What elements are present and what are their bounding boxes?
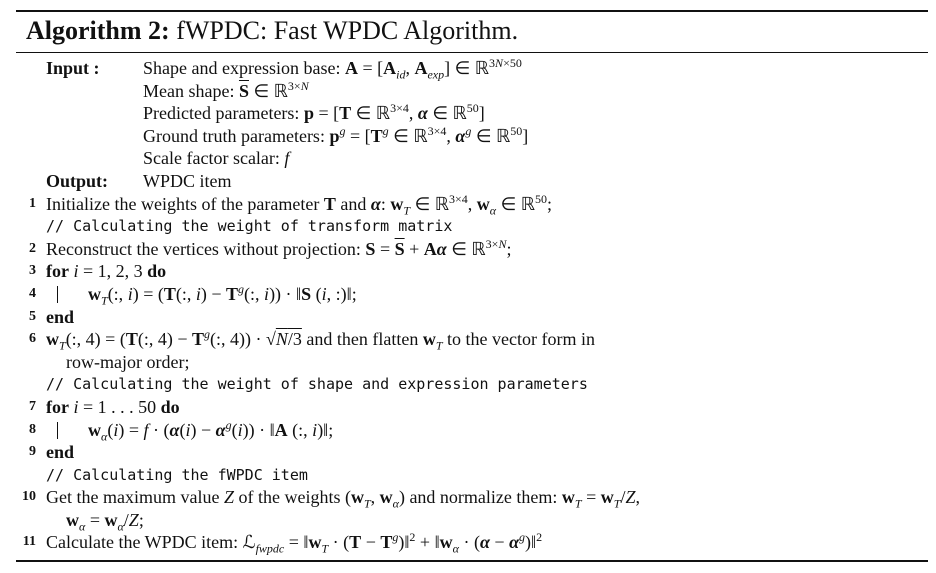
input-row-3 — [16, 125, 928, 148]
step-10-text-cont: $w_\alpha = w_\alpha/Z$; — [66, 509, 144, 534]
keyword-do: do — [147, 261, 167, 282]
step-11-text: Calculate the WPDC item: ℒ$_{fwpdc}$ = $‖w_T \cdot (T$ − $T^g)‖^2$ + $‖w_\alpha \cdot (\alpha$ − $\alpha^g)‖^2$ — [46, 530, 543, 557]
input-4: Scale factor scalar: f — [143, 148, 290, 169]
input-row-2 — [16, 102, 928, 125]
line-number: 8 — [29, 421, 36, 437]
line-number: 10 — [22, 489, 36, 505]
step-7 — [16, 396, 928, 419]
step-1-text: Initialize the weights of the parameter T and α: $w_T$ ∈ ℝ$^{3\times 4}$, $w_\alpha$ ∈ ℝ$^{50}$; — [46, 191, 553, 218]
comment-2 — [16, 373, 928, 396]
keyword-end: end — [46, 442, 75, 463]
step-6-text: $w_T$(:, 4) = (T(:, $4) - T^g$(:, 4)) · √N/3 and then flatten $w_T$ to the vector form in — [46, 327, 596, 353]
input-row-0 — [16, 57, 928, 80]
line-number: 11 — [22, 534, 36, 550]
keyword-for: for — [46, 261, 69, 282]
input-0: Shape and expression base: $A = [A_{id}$, $A_{exp}$] ∈ ℝ$^{3N\times 50}$ — [143, 56, 522, 82]
algorithm-caption — [16, 12, 928, 48]
step-10 — [16, 486, 928, 509]
step-3 — [16, 260, 928, 283]
comment-3 — [16, 464, 928, 487]
line-number: 4 — [29, 285, 36, 301]
step-6-text-cont: row-major order; — [66, 351, 190, 372]
input-2: Predicted parameters: p = [T ∈ ℝ$^{3\times 4}$, α ∈ ℝ$^{50}$] — [143, 101, 485, 124]
keyword-for: for — [46, 396, 69, 417]
step-6-cont — [16, 351, 928, 374]
step-2 — [16, 238, 928, 261]
comment-1 — [16, 215, 928, 238]
step-5 — [16, 306, 928, 329]
input-label: Input : — [46, 58, 100, 78]
input-row-4 — [16, 147, 928, 170]
line-number: 2 — [29, 240, 36, 256]
step-4-text: $w_T$(:, i) = (T(:, $i) - T^g$(:, i)) · ‖S (i, :)‖; — [88, 281, 357, 308]
line-number: 1 — [29, 195, 36, 211]
caption-title: fWPDC: Fast WPDC Algorithm. — [176, 16, 519, 45]
bottom-rule — [16, 560, 928, 562]
step-11 — [16, 530, 928, 557]
step-1 — [16, 193, 928, 216]
keyword-end: end — [46, 306, 75, 327]
comment-text: // Calculating the weight of transform matrix — [46, 217, 453, 236]
input-1: Mean shape: $\overline{S}$ ∈ ℝ$^{3\times N}$ — [143, 78, 309, 101]
step-7-text: for i = 1 . . . 50 do — [46, 396, 180, 417]
step-9 — [16, 441, 928, 464]
output-label: Output: — [46, 170, 109, 191]
step-4 — [16, 283, 928, 306]
output-row — [16, 170, 928, 193]
line-number: 6 — [29, 331, 36, 347]
output-value: WPDC item — [143, 170, 232, 191]
keyword-do: do — [160, 396, 180, 417]
input-row-1 — [16, 80, 928, 103]
line-number: 7 — [29, 398, 36, 414]
loop-body-bar — [57, 286, 58, 303]
line-number: 5 — [29, 308, 36, 324]
input-3: Ground truth parameters: $p^g = [T^g$ ∈ ℝ$^{3\times 4}$, $\alpha^g$ ∈ ℝ$^{50}$] — [143, 123, 529, 146]
step-2-text: Reconstruct the vertices without projection: $S = \overline{S} + A\alpha$ ∈ ℝ$^{3\times N}$; — [46, 236, 512, 259]
algorithm-block — [16, 10, 928, 562]
comment-text: // Calculating the weight of shape and expression parameters — [46, 375, 588, 394]
step-6 — [16, 328, 928, 351]
algorithm-body — [16, 53, 928, 557]
step-10-text: Get the maximum value Z of the weights ($w_T$, $w_\alpha$) and normalize them: $w_T = w_T/Z$, — [46, 487, 640, 511]
step-3-text: for i = 1, 2, 3 do — [46, 261, 167, 282]
comment-text: // Calculating the fWPDC item — [46, 465, 308, 484]
loop-body-bar — [57, 422, 58, 439]
step-8 — [16, 419, 928, 442]
step-8-text: $w_\alpha(i) = f \cdot (\alpha(i) - \alpha^g(i))$ · ‖A (:, i)‖; — [88, 417, 334, 444]
line-number: 9 — [29, 444, 36, 460]
caption-label: Algorithm 2: — [26, 16, 170, 45]
line-number: 3 — [29, 263, 36, 279]
step-10-cont — [16, 509, 928, 532]
